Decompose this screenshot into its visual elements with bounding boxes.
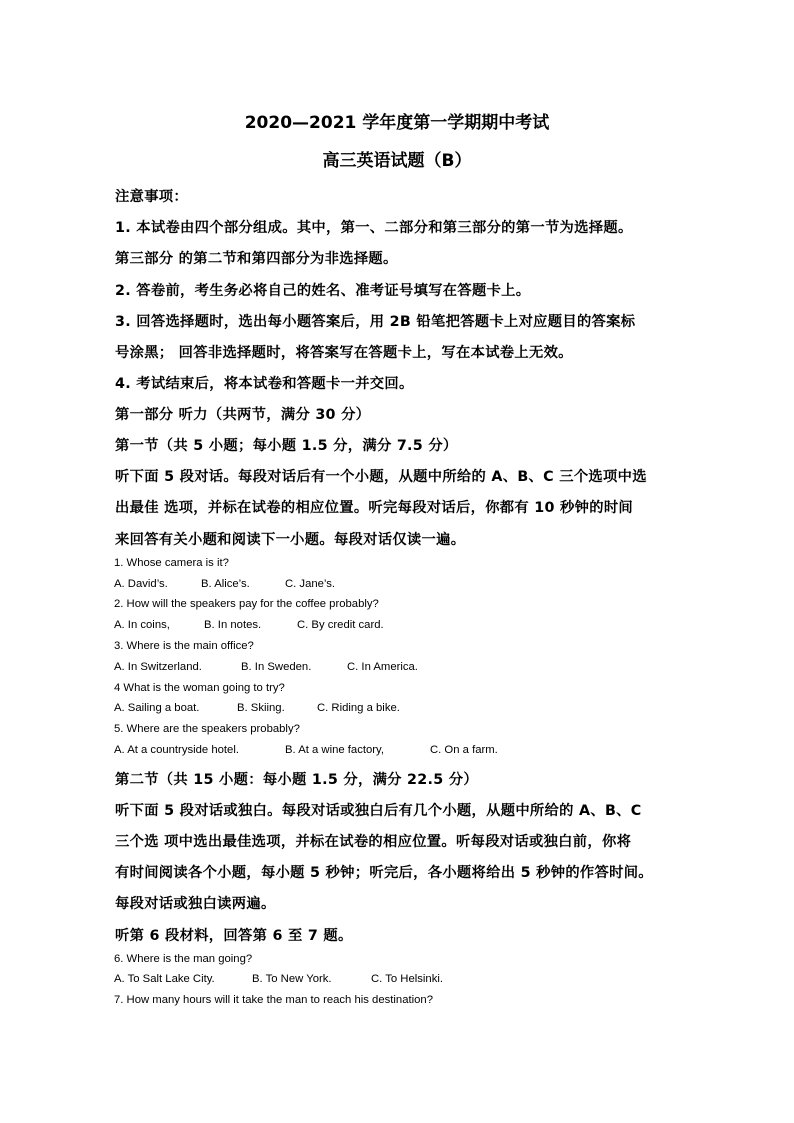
option-b: B. To New York. xyxy=(252,973,332,985)
option-c: C. To Helsinki. xyxy=(371,973,443,985)
option-b: B. In Sweden. xyxy=(241,661,312,673)
notice-heading: 注意事项： xyxy=(115,189,188,205)
section2-instruction: 听下面 5 段对话或独白。每段对话或独白后有几个小题，从题中所给的 A、B、C xyxy=(115,803,642,819)
part1-heading: 第一部分 听力（共两节，满分 30 分） xyxy=(115,407,371,423)
section1-heading: 第一节（共 5 小题；每小题 1.5 分，满分 7.5 分） xyxy=(115,438,458,454)
option-a: A. In Switzerland. xyxy=(114,661,202,673)
option-c: C. By credit card. xyxy=(297,619,384,631)
question-2-options xyxy=(114,619,384,631)
question-6: 6. Where is the man going? xyxy=(114,953,253,965)
notice-line: 4. 考试结束后，将本试卷和答题卡一并交回。 xyxy=(115,376,414,392)
section1-instruction: 出最佳 选项，并标在试卷的相应位置。听完每段对话后，你都有 10 秒钟的时间 xyxy=(115,500,634,516)
notice-line: 第三部分 的第二节和第四部分为非选择题。 xyxy=(115,251,398,267)
option-c: C. On a farm. xyxy=(430,744,498,756)
question-6-options xyxy=(114,973,443,985)
material-heading: 听第 6 段材料，回答第 6 至 7 题。 xyxy=(115,928,353,944)
section2-instruction: 有时间阅读各个小题，每小题 5 秒钟；听完后，各小题将给出 5 秒钟的作答时间。 xyxy=(115,865,653,881)
question-7: 7. How many hours will it take the man to reach his destination? xyxy=(114,994,433,1006)
page-subtitle: 高三英语试题（B） xyxy=(322,151,472,171)
question-5: 5. Where are the speakers probably? xyxy=(114,723,300,735)
option-b: B. Skiing. xyxy=(237,702,285,714)
option-b: B. In notes. xyxy=(204,619,262,631)
notice-line: 2. 答卷前，考生务必将自己的姓名、准考证号填写在答题卡上。 xyxy=(115,283,531,299)
section1-instruction: 来回答有关小题和阅读下一小题。每段对话仅读一遍。 xyxy=(115,532,466,548)
section2-instruction: 三个选 项中选出最佳选项，并标在试卷的相应位置。听每段对话或独白前，你将 xyxy=(115,834,632,850)
question-4: 4 What is the woman going to try? xyxy=(114,682,285,694)
question-3-options xyxy=(114,661,418,673)
option-c: C. Jane’s. xyxy=(285,578,336,590)
option-c: C. In America. xyxy=(347,661,418,673)
section2-heading: 第二节（共 15 小题：每小题 1.5 分，满分 22.5 分） xyxy=(115,772,479,788)
option-c: C. Riding a bike. xyxy=(317,702,400,714)
section1-instruction: 听下面 5 段对话。每段对话后有一个小题，从题中所给的 A、B、C 三个选项中选 xyxy=(115,469,647,485)
question-3: 3. Where is the main office? xyxy=(114,640,254,652)
option-b: B. Alice’s. xyxy=(201,578,250,590)
question-4-options xyxy=(114,702,400,714)
question-5-options xyxy=(114,744,498,756)
option-b: B. At a wine factory, xyxy=(285,744,384,756)
notice-line: 1. 本试卷由四个部分组成。其中，第一、二部分和第三部分的第一节为选择题。 xyxy=(115,220,633,236)
page-title: 2020—2021 学年度第一学期期中考试 xyxy=(244,113,550,133)
section2-instruction: 每段对话或独白读两遍。 xyxy=(115,896,276,912)
option-a: A. David’s. xyxy=(114,578,168,590)
option-a: A. Sailing a boat. xyxy=(114,702,200,714)
option-a: A. To Salt Lake City. xyxy=(114,973,215,985)
notice-line: 3. 回答选择题时，选出每小题答案后，用 2B 铅笔把答题卡上对应题目的答案标 xyxy=(115,314,636,330)
notice-line: 号涂黑； 回答非选择题时，将答案写在答题卡上，写在本试卷上无效。 xyxy=(115,345,573,361)
question-2: 2. How will the speakers pay for the coffee probably? xyxy=(114,598,379,610)
option-a: A. At a countryside hotel. xyxy=(114,744,239,756)
question-1-options xyxy=(114,578,335,590)
question-1: 1. Whose camera is it? xyxy=(114,557,229,569)
option-a: A. In coins, xyxy=(114,619,170,631)
